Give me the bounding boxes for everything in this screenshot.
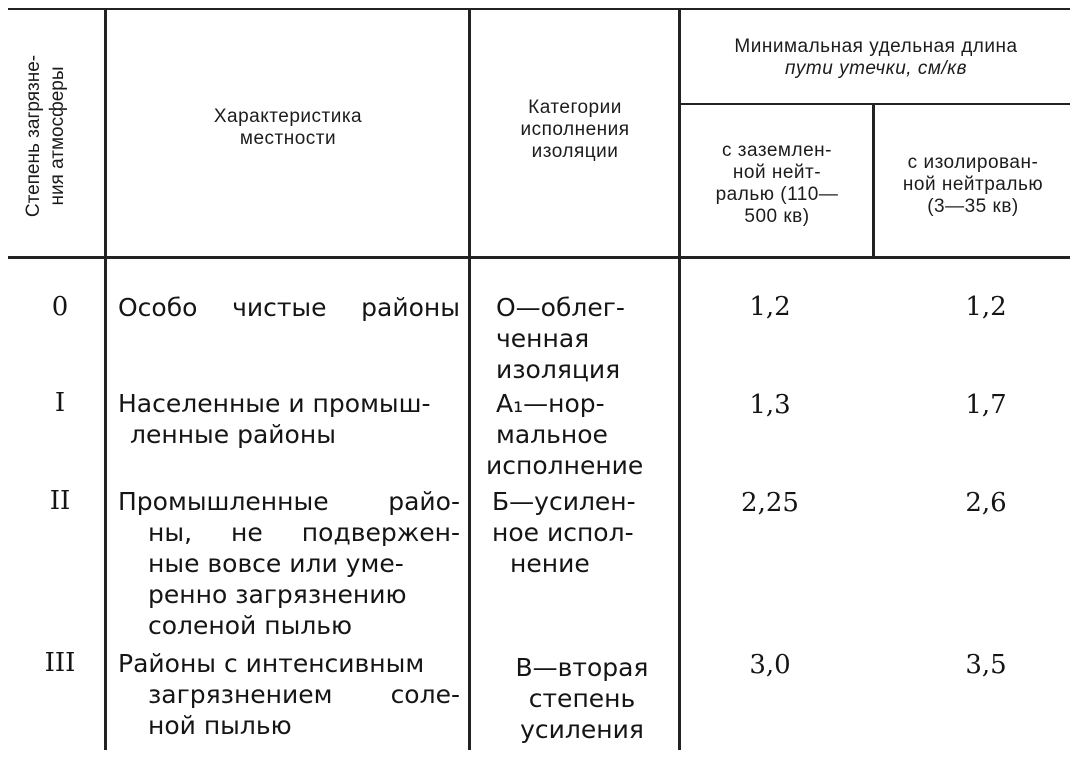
table-top-border xyxy=(8,8,1070,10)
row-2-characteristic-line-3: ные вовсе или уме- xyxy=(148,549,404,578)
column-divider-4 xyxy=(872,104,875,256)
header-degree-line-1: Степень загрязне- xyxy=(23,54,44,218)
subheader-divider xyxy=(680,103,1070,105)
row-1-degree: I xyxy=(54,388,66,418)
column-divider-2 xyxy=(468,10,471,750)
header-min-length xyxy=(682,36,1070,80)
header-category-line-2: исполнения xyxy=(520,119,630,140)
row-1-characteristic-line-1: Населенные и промыш- xyxy=(118,389,431,418)
row-3-category-line-2: степень xyxy=(528,684,636,713)
row-3-category-line-3: усиления xyxy=(520,715,644,744)
row-1-isolated: 1,7 xyxy=(965,390,1007,420)
row-0-category-line-2: ченная xyxy=(496,324,590,353)
row-0-category-line-1: О—облег- xyxy=(496,293,625,322)
header-characteristic-line-2: местности xyxy=(239,128,337,149)
row-1-category-line-2: мальное xyxy=(496,420,608,449)
row-3-category-line-1: В—вторая xyxy=(515,653,649,682)
row-0-degree: 0 xyxy=(51,292,69,322)
row-2-degree: II xyxy=(49,486,71,516)
row-0-characteristic xyxy=(118,292,460,323)
row-2-category-line-1: Б—усилен- xyxy=(492,487,636,516)
header-min-length-line-1: Минимальная удельная длина xyxy=(734,36,1018,57)
row-2-characteristic-line-1: Промышленные райо- xyxy=(118,487,460,516)
row-0-category-line-3: изоляция xyxy=(496,355,621,384)
row-0-isolated: 1,2 xyxy=(965,292,1007,322)
row-2-category xyxy=(492,486,668,579)
row-3-category xyxy=(494,652,670,745)
header-characteristic xyxy=(110,106,466,150)
column-divider-1 xyxy=(104,10,107,750)
row-3-isolated: 3,5 xyxy=(965,650,1007,680)
row-3-characteristic-line-2: загрязнением соле- xyxy=(148,680,460,709)
header-isolated-line-3: (3—35 кв) xyxy=(927,196,1019,217)
row-1-characteristic xyxy=(118,388,460,450)
header-category-line-1: Категории xyxy=(528,97,622,118)
header-isolated-line-1: с изолирован- xyxy=(907,152,1039,173)
row-2-grounded: 2,25 xyxy=(741,488,799,518)
row-1-category xyxy=(486,388,672,481)
row-2-characteristic-line-5: соленой пылью xyxy=(148,611,353,640)
row-1-category-line-3: исполнение xyxy=(486,451,644,480)
row-3-characteristic xyxy=(118,648,460,741)
row-2-category-line-3: нение xyxy=(510,549,590,578)
row-1-grounded: 1,3 xyxy=(749,390,791,420)
header-isolated xyxy=(876,152,1070,218)
row-3-characteristic-line-3: ной пылью xyxy=(148,711,292,740)
header-category-line-3: изоляции xyxy=(531,141,619,162)
row-2-category-line-2: ное испол- xyxy=(492,518,634,547)
header-grounded-line-2: ной нейт- xyxy=(732,162,822,183)
row-3-grounded: 3,0 xyxy=(749,650,791,680)
header-characteristic-line-1: Характеристика xyxy=(213,106,363,127)
row-2-characteristic-line-4: ренно загрязнению xyxy=(148,580,407,609)
row-0-characteristic-line-1: Особо чистые районы xyxy=(118,293,460,322)
header-grounded-line-1: с заземлен- xyxy=(722,140,832,161)
row-0-category xyxy=(496,292,666,385)
header-category xyxy=(472,97,678,163)
row-1-category-line-1: А₁—нор- xyxy=(496,389,605,418)
header-min-length-line-2: пути утечки, см/кв xyxy=(784,58,968,79)
row-1-characteristic-line-2: ленные районы xyxy=(130,420,336,449)
row-3-characteristic-line-1: Районы с интенсивным xyxy=(118,649,425,678)
row-2-isolated: 2,6 xyxy=(965,488,1007,518)
header-isolated-line-2: ной нейтралью xyxy=(902,174,1044,195)
header-grounded-line-4: 500 кв) xyxy=(744,206,810,227)
header-grounded xyxy=(682,140,872,228)
column-divider-3 xyxy=(678,10,681,750)
header-degree xyxy=(14,20,92,252)
row-3-degree: III xyxy=(44,648,76,678)
header-grounded-line-3: ралью (110— xyxy=(715,184,839,205)
row-2-characteristic xyxy=(118,486,460,641)
header-degree-line-2: ния атмосферы xyxy=(47,66,68,206)
header-bottom-border xyxy=(8,256,1070,259)
row-0-grounded: 1,2 xyxy=(749,292,791,322)
row-2-characteristic-line-2: ны, не подвержен- xyxy=(148,518,460,547)
